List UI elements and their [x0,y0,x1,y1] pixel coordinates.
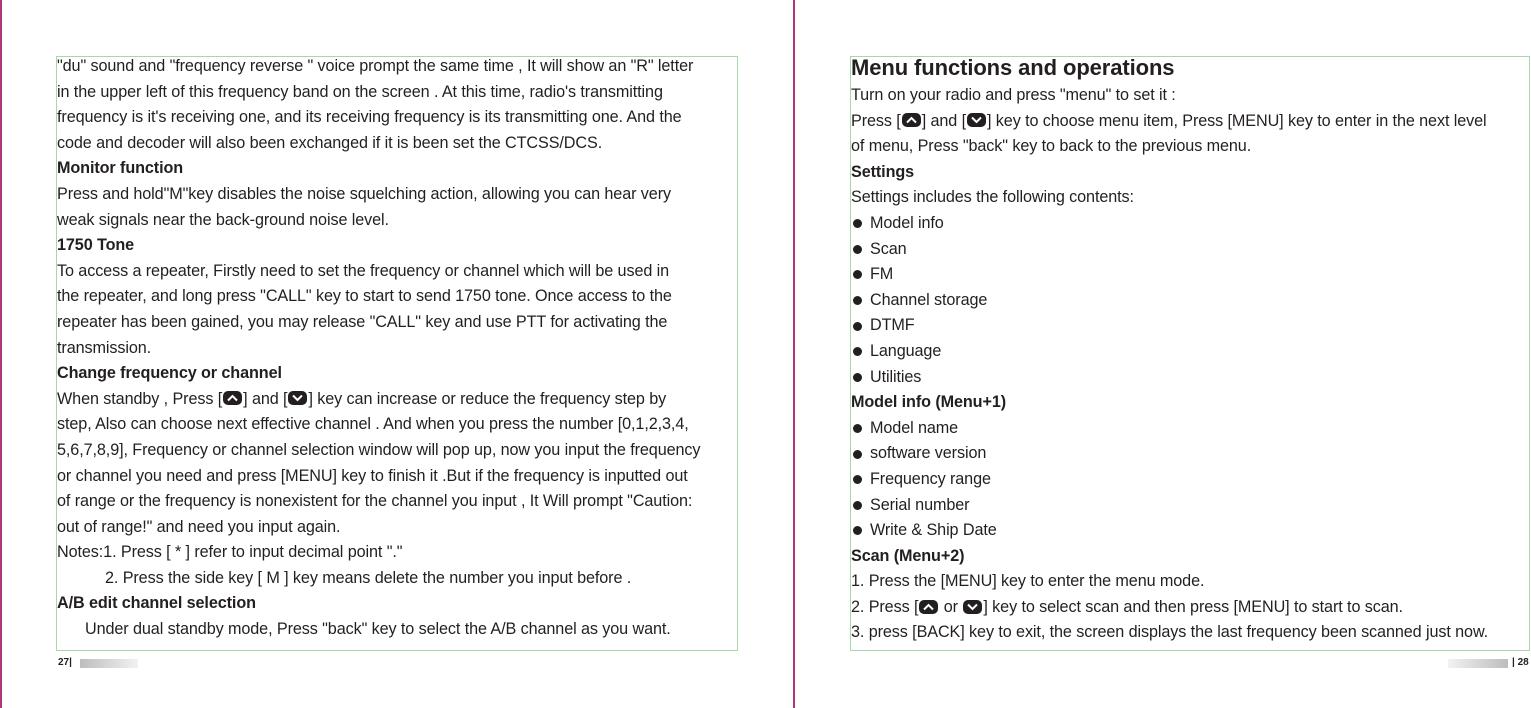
text-line: of range or the frequency is nonexistent for the channel you input , It Will prompt "Caution: [57,492,693,511]
page-number-right: | 28 [1512,657,1529,668]
list-item-label: Model info [870,213,944,232]
list-item-label: Frequency range [870,469,991,488]
text-line: step, Also can choose next effective channel . And when you press the number [0,1,2,3,4, [57,415,689,434]
text-line: of menu, Press "back" key to back to the previous menu. [851,137,1252,156]
list-item [851,467,1488,493]
bullet-dot-icon [853,424,862,433]
bullet-dot-icon [853,245,862,254]
bullet-dot-icon [853,501,862,510]
text-line-with-keys [57,387,700,413]
up-arrow-key-icon [919,600,938,614]
text-line: "du" sound and "frequency reverse " voice prompt the same time , It will show an "R" letter [57,57,694,75]
text-fragment: ] key can increase or reduce the frequency step by [308,389,667,408]
list-item-label: Utilities [870,367,922,386]
bullet-dot-icon [853,296,862,305]
list-item-label: Serial number [870,495,970,514]
list-item-label: software version [870,444,987,463]
text-line: 5,6,7,8,9], Frequency or channel selection window will pop up, now you input the frequency [57,440,701,459]
list-item-label: Write & Ship Date [870,521,997,540]
list-item-label: DTMF [870,316,915,335]
text-fragment: Press [ [851,111,901,130]
footer-gradient-bar [80,659,138,668]
page-spine-line [793,0,795,708]
text-fragment: ] key to select scan and then press [MENU] to start to scan. [983,597,1403,616]
footer-gradient-bar [1448,659,1508,668]
bullet-dot-icon [853,526,862,535]
list-item-label: Model name [870,418,959,437]
bullet-dot-icon [853,475,862,484]
text-line: in the upper left of this frequency band on the screen . At this time, radio's transmitting [57,82,663,101]
bullet-dot-icon [853,322,862,331]
section-heading-ab-channel: A/B edit channel selection [57,594,256,613]
text-fragment: ] and [ [243,389,288,408]
text-fragment: When standby , Press [ [57,389,223,408]
list-item [851,416,1488,442]
section-heading-monitor: Monitor function [57,159,184,178]
text-line: Turn on your radio and press "menu" to set it : [851,86,1176,104]
text-line: To access a repeater, Firstly need to set the frequency or channel which will be used in [57,261,670,280]
text-line: frequency is it's receiving one, and its receiving frequency is its transmitting one. And the [57,108,682,127]
bullet-dot-icon [853,219,862,228]
text-fragment: 2. Press [ [851,597,919,616]
text-fragment: ] key to choose menu item, Press [MENU] key to enter in the next level [987,111,1487,130]
left-page-content [57,54,700,643]
right-page-content [851,54,1488,646]
bullet-dot-icon [853,270,862,279]
list-item-label: Language [870,341,942,360]
list-item-label: Channel storage [870,290,988,309]
list-item-label: FM [870,265,894,284]
list-item [851,441,1488,467]
text-line: transmission. [57,338,152,357]
text-fragment: ] and [ [921,111,966,130]
text-line: Press and hold"M"key disables the noise squelching action, allowing you can hear very [57,184,671,203]
text-line: 3. press [BACK] key to exit, the screen displays the last frequency been scanned just now. [851,623,1489,642]
text-line: code and decoder will also been exchanged if it is been set the CTCSS/DCS. [57,133,603,152]
section-heading-scan: Scan (Menu+2) [851,546,965,565]
page-edge-line [0,0,2,708]
list-item [851,211,1488,237]
list-item [851,262,1488,288]
bullet-dot-icon [853,347,862,356]
notes-line-1: Notes:1. Press [ * ] refer to input decimal point "." [57,543,403,562]
text-fragment: or [939,597,963,616]
list-item [851,365,1488,391]
list-item [851,313,1488,339]
down-arrow-key-icon [288,391,307,405]
text-line-with-keys [851,595,1488,621]
list-item-label: Scan [870,239,907,258]
section-heading-settings: Settings [851,162,915,181]
up-arrow-key-icon [902,113,921,127]
text-line-with-keys [851,109,1488,135]
text-line: the repeater, and long press "CALL" key to start to send 1750 tone. Once access to the [57,287,672,306]
text-line: 1. Press the [MENU] key to enter the menu mode. [851,572,1205,591]
text-line: Settings includes the following contents: [851,188,1134,207]
section-heading-1750-tone: 1750 Tone [57,236,135,255]
up-arrow-key-icon [223,391,242,405]
list-item [851,493,1488,519]
notes-line-2: 2. Press the side key [ M ] key means delete the number you input before . [105,568,632,587]
bullet-dot-icon [853,373,862,382]
down-arrow-key-icon [963,600,982,614]
list-item [851,237,1488,263]
page-title: Menu functions and operations [851,55,1175,80]
bullet-dot-icon [853,450,862,459]
section-heading-change-frequency: Change frequency or channel [57,364,282,383]
text-line: repeater has been gained, you may release "CALL" key and use PTT for activating the [57,312,668,331]
text-line: or channel you need and press [MENU] key to finish it .But if the frequency is inputted out [57,466,688,485]
down-arrow-key-icon [967,113,986,127]
list-item [851,288,1488,314]
text-line: weak signals near the back-ground noise level. [57,210,389,229]
text-line: out of range!" and need you input again. [57,517,341,536]
page-number-left: 27| [58,657,72,668]
list-item [851,518,1488,544]
list-item [851,339,1488,365]
text-line: Under dual standby mode, Press "back" key to select the A/B channel as you want. [85,620,671,639]
section-heading-model-info: Model info (Menu+1) [851,393,1007,412]
